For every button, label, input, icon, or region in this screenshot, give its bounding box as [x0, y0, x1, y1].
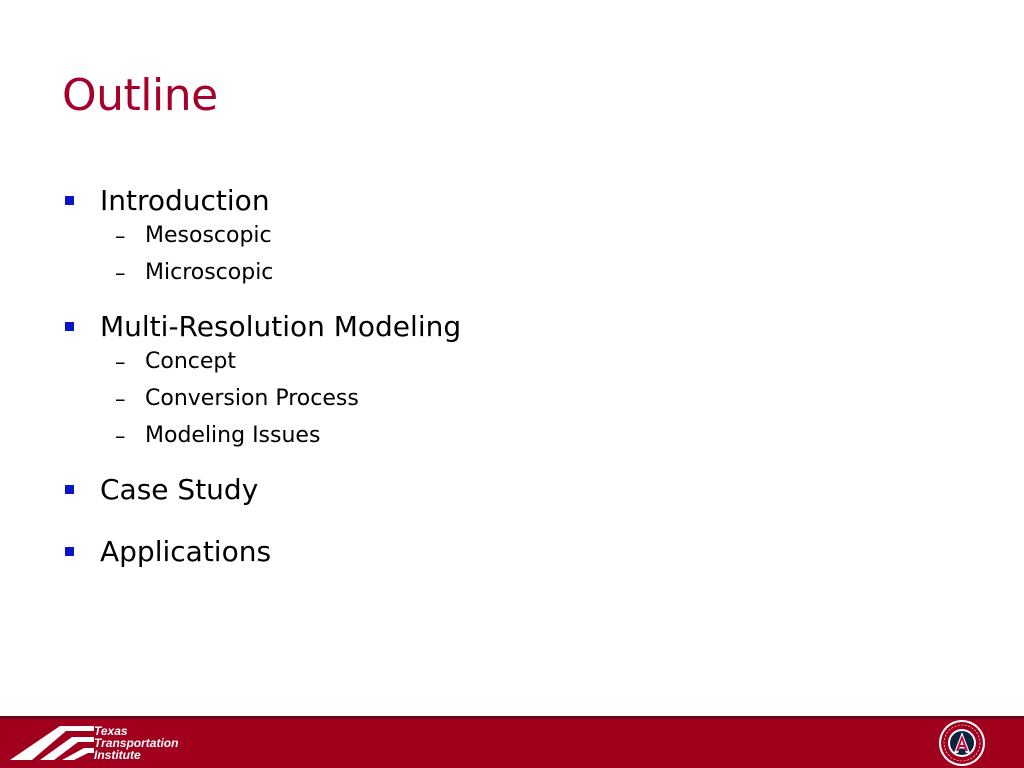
- sub-item: [100, 385, 461, 422]
- footer-bar: [0, 716, 1024, 768]
- sub-item-text: Concept: [145, 349, 236, 374]
- bullet-text: Applications: [100, 535, 272, 568]
- dash-marker: –: [115, 424, 126, 448]
- sub-item: [100, 348, 461, 385]
- square-bullet-icon: [65, 322, 74, 331]
- tti-line-1: Texas: [94, 724, 128, 738]
- sub-list: [100, 222, 461, 296]
- tti-wordmark: [94, 725, 178, 761]
- tti-line-3: Institute: [94, 748, 141, 762]
- tti-line-2: Transportation: [94, 736, 179, 750]
- sub-item: [100, 422, 461, 459]
- sub-item-text: Mesoscopic: [145, 223, 272, 248]
- dash-marker: –: [115, 224, 126, 248]
- square-bullet-icon: [65, 196, 74, 205]
- sub-item-text: Conversion Process: [145, 386, 359, 411]
- bullet-item: [62, 531, 461, 573]
- sub-item-text: Modeling Issues: [145, 423, 321, 448]
- dash-marker: –: [115, 261, 126, 285]
- bullet-item: [62, 180, 461, 296]
- square-bullet-icon: [65, 485, 74, 494]
- tti-road-icon: [10, 722, 94, 762]
- bullet-item: [62, 469, 461, 511]
- dash-marker: –: [115, 387, 126, 411]
- bullet-item: [62, 306, 461, 459]
- dash-marker: –: [115, 350, 126, 374]
- university-of-arizona-seal-icon: [938, 719, 986, 767]
- sub-item: [100, 222, 461, 259]
- sub-item-text: Microscopic: [145, 260, 274, 285]
- outline-list: [62, 180, 461, 593]
- square-bullet-icon: [65, 547, 74, 556]
- bullet-text: Introduction: [100, 184, 270, 217]
- slide-title: Outline: [62, 70, 218, 121]
- bullet-text: Case Study: [100, 473, 259, 506]
- sub-list: [100, 348, 461, 459]
- bullet-text: Multi-Resolution Modeling: [100, 310, 462, 343]
- footer-divider: [0, 716, 1024, 719]
- sub-item: [100, 259, 461, 296]
- tti-logo: [10, 722, 200, 766]
